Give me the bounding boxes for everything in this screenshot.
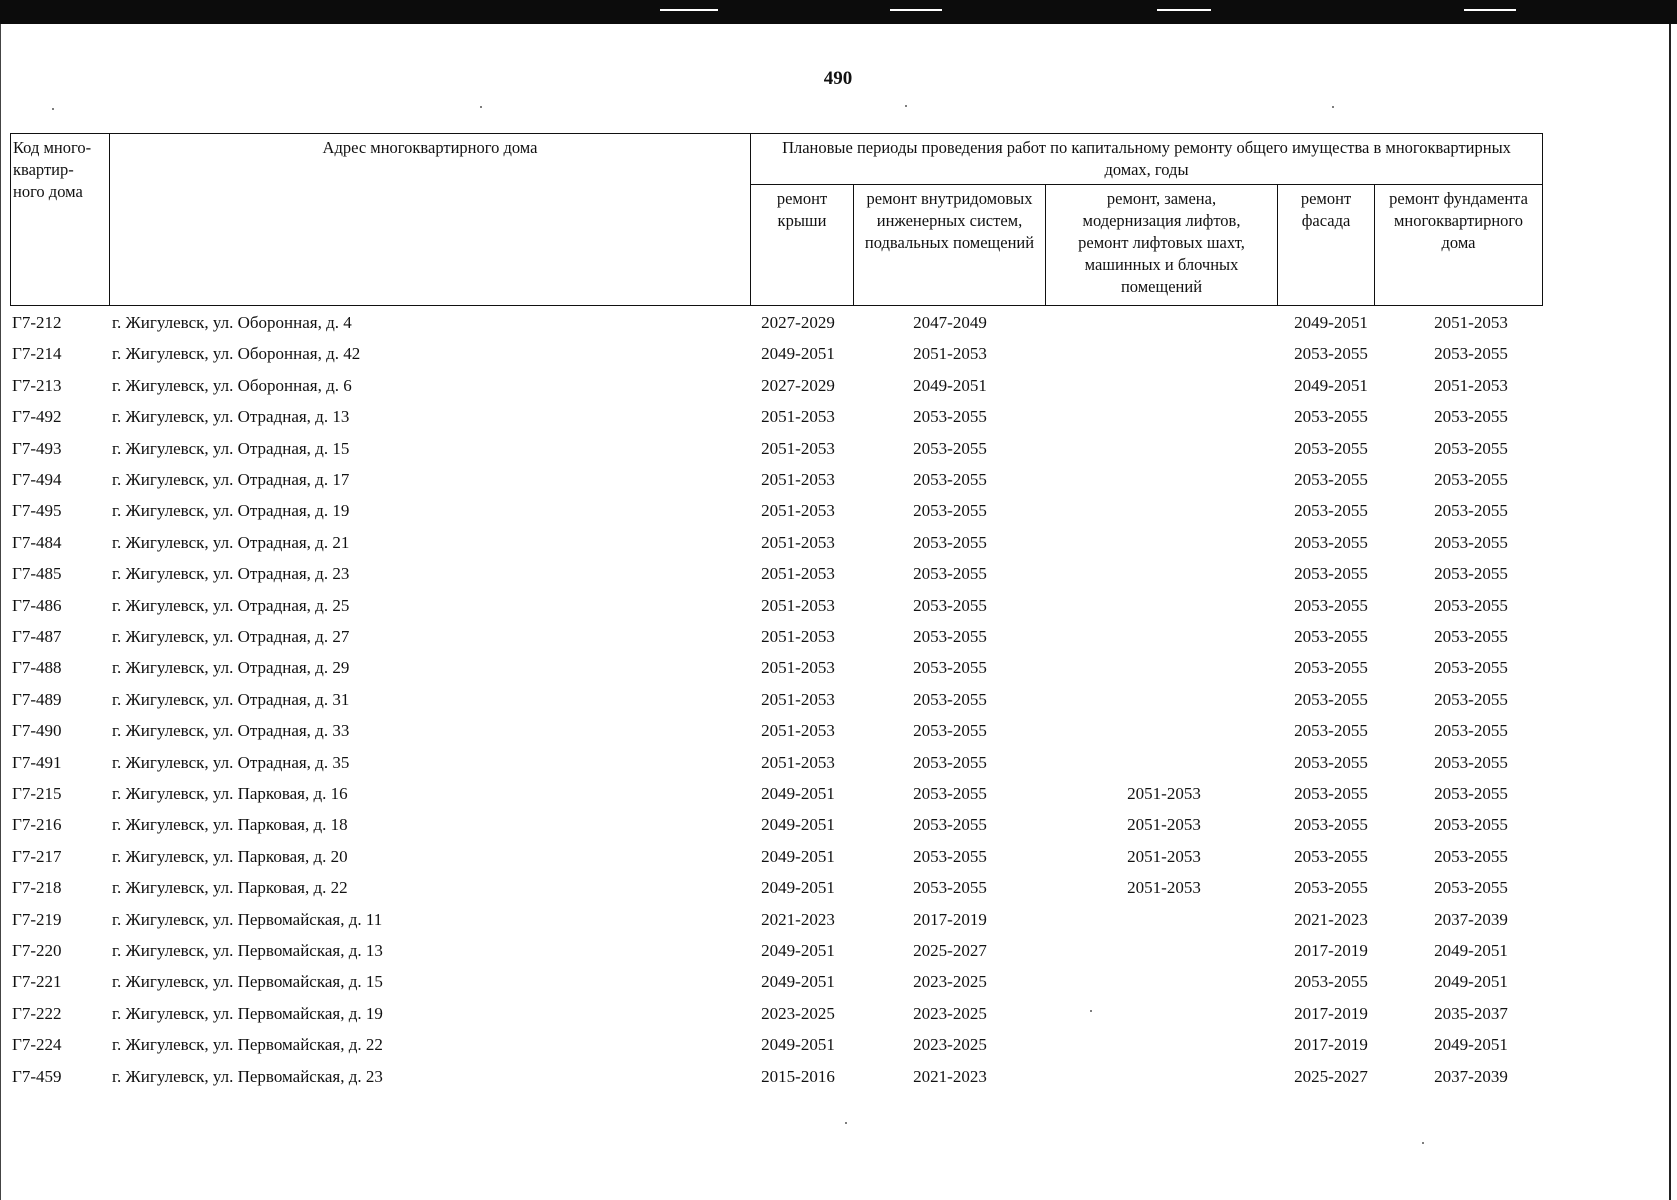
table-row: [12, 684, 1572, 715]
cell-address: г. Жигулевск, ул. Первомайская, д. 22: [112, 1035, 383, 1055]
cell-foundation: 2049-2051: [1434, 1035, 1508, 1055]
header-facade: ремонт фасада: [1277, 184, 1375, 306]
cell-facade: 2025-2027: [1294, 1066, 1368, 1086]
cell-foundation: 2053-2055: [1434, 532, 1508, 552]
cell-systems: 2021-2023: [913, 1066, 987, 1086]
cell-facade: 2017-2019: [1294, 941, 1368, 960]
cell-foundation: 2049-2051: [1434, 941, 1508, 960]
cell-address: г. Жигулевск, ул. Оборонная, д. 6: [112, 375, 352, 395]
cell-address: г. Жигулевск, ул. Отрадная, д. 35: [112, 752, 350, 772]
cell-code: Г7-459: [12, 1066, 62, 1086]
cell-facade: 2053-2055: [1294, 972, 1368, 992]
table-row: [12, 621, 1572, 652]
cell-code: Г7-495: [12, 501, 62, 521]
table-row: [12, 590, 1572, 621]
cell-systems: 2023-2025: [913, 1035, 987, 1055]
cell-code: Г7-484: [12, 532, 62, 552]
cell-facade: 2053-2055: [1294, 878, 1368, 898]
cell-address: г. Жигулевск, ул. Отрадная, д. 25: [112, 595, 350, 615]
cell-foundation: 2053-2055: [1434, 501, 1508, 521]
cell-systems: 2023-2025: [913, 972, 987, 992]
cell-systems: 2053-2055: [913, 501, 987, 521]
cell-facade: 2053-2055: [1294, 438, 1368, 458]
cell-code: Г7-489: [12, 689, 62, 709]
cell-facade: 2053-2055: [1294, 470, 1368, 489]
cell-roof: 2023-2025: [761, 1003, 835, 1023]
cell-foundation: 2053-2055: [1434, 564, 1508, 584]
table-row: [12, 527, 1572, 558]
cell-code: Г7-216: [12, 815, 62, 835]
cell-facade: 2053-2055: [1294, 784, 1368, 803]
table-row: [12, 747, 1572, 778]
cell-systems: 2053-2055: [913, 438, 987, 458]
table-row: [12, 1029, 1572, 1060]
cell-lifts: 2051-2053: [1127, 878, 1201, 898]
scan-speck: [52, 108, 54, 110]
page-number: 490: [823, 68, 853, 89]
cell-systems: 2053-2055: [913, 846, 987, 866]
cell-address: г. Жигулевск, ул. Отрадная, д. 19: [112, 501, 350, 521]
table-row: [12, 1061, 1572, 1092]
header-roof: ремонт крыши: [750, 184, 854, 306]
cell-address: г. Жигулевск, ул. Парковая, д. 22: [112, 878, 348, 898]
cell-code: Г7-487: [12, 627, 62, 646]
table-row: [12, 370, 1572, 401]
cell-roof: 2051-2053: [761, 438, 835, 458]
cell-code: Г7-493: [12, 438, 62, 458]
cell-roof: 2049-2051: [761, 815, 835, 835]
cell-facade: 2053-2055: [1294, 407, 1368, 427]
cell-code: Г7-213: [12, 375, 62, 395]
cell-facade: 2021-2023: [1294, 909, 1368, 929]
cell-roof: 2021-2023: [761, 909, 835, 929]
cell-facade: 2053-2055: [1294, 846, 1368, 866]
cell-address: г. Жигулевск, ул. Отрадная, д. 17: [112, 470, 350, 489]
cell-roof: 2049-2051: [761, 1035, 835, 1055]
table-row: [12, 998, 1572, 1029]
cell-code: Г7-494: [12, 470, 62, 489]
cell-address: г. Жигулевск, ул. Первомайская, д. 23: [112, 1066, 383, 1086]
cell-address: г. Жигулевск, ул. Отрадная, д. 27: [112, 627, 350, 646]
cell-systems: 2053-2055: [913, 470, 987, 489]
cell-code: Г7-488: [12, 658, 62, 678]
cell-lifts: 2051-2053: [1127, 784, 1201, 803]
cell-foundation: 2037-2039: [1434, 1066, 1508, 1086]
cell-code: Г7-490: [12, 721, 62, 741]
cell-code: Г7-220: [12, 941, 62, 960]
cell-roof: 2049-2051: [761, 878, 835, 898]
cell-systems: 2053-2055: [913, 564, 987, 584]
scan-speck: [845, 1122, 847, 1124]
cell-lifts: 2051-2053: [1127, 846, 1201, 866]
cell-foundation: 2053-2055: [1434, 344, 1508, 364]
cell-facade: 2053-2055: [1294, 501, 1368, 521]
scan-speck: [1090, 1010, 1092, 1012]
cell-facade: 2053-2055: [1294, 721, 1368, 741]
cell-code: Г7-218: [12, 878, 62, 898]
cell-address: г. Жигулевск, ул. Парковая, д. 18: [112, 815, 348, 835]
cell-facade: 2053-2055: [1294, 564, 1368, 584]
cell-code: Г7-222: [12, 1003, 62, 1023]
cell-facade: 2049-2051: [1294, 313, 1368, 332]
cell-systems: 2053-2055: [913, 595, 987, 615]
cell-roof: 2051-2053: [761, 658, 835, 678]
cell-roof: 2049-2051: [761, 972, 835, 992]
table-row: [12, 966, 1572, 997]
cell-facade: 2049-2051: [1294, 375, 1368, 395]
table-row: [12, 935, 1572, 966]
table-row: [12, 307, 1572, 338]
cell-foundation: 2053-2055: [1434, 438, 1508, 458]
cell-systems: 2023-2025: [913, 1003, 987, 1023]
cell-address: г. Жигулевск, ул. Оборонная, д. 4: [112, 313, 352, 332]
cell-facade: 2053-2055: [1294, 752, 1368, 772]
cell-foundation: 2053-2055: [1434, 407, 1508, 427]
cell-foundation: 2053-2055: [1434, 721, 1508, 741]
cell-address: г. Жигулевск, ул. Отрадная, д. 15: [112, 438, 350, 458]
cell-roof: 2015-2016: [761, 1066, 835, 1086]
cell-address: г. Жигулевск, ул. Отрадная, д. 33: [112, 721, 350, 741]
cell-code: Г7-212: [12, 313, 62, 332]
cell-address: г. Жигулевск, ул. Отрадная, д. 13: [112, 407, 350, 427]
cell-foundation: 2051-2053: [1434, 375, 1508, 395]
scan-speck: [480, 106, 482, 108]
table-row: [12, 338, 1572, 369]
cell-address: г. Жигулевск, ул. Парковая, д. 20: [112, 846, 348, 866]
cell-address: г. Жигулевск, ул. Отрадная, д. 31: [112, 689, 350, 709]
cell-roof: 2051-2053: [761, 752, 835, 772]
cell-code: Г7-224: [12, 1035, 62, 1055]
cell-roof: 2049-2051: [761, 344, 835, 364]
cell-code: Г7-217: [12, 846, 62, 866]
scan-top-border: [0, 0, 1677, 24]
table-row: [12, 558, 1572, 589]
cell-foundation: 2053-2055: [1434, 815, 1508, 835]
cell-code: Г7-485: [12, 564, 62, 584]
cell-facade: 2017-2019: [1294, 1003, 1368, 1023]
cell-code: Г7-215: [12, 784, 62, 803]
cell-foundation: 2051-2053: [1434, 313, 1508, 332]
scan-speck: [1422, 1142, 1424, 1144]
cell-roof: 2027-2029: [761, 313, 835, 332]
cell-systems: 2051-2053: [913, 344, 987, 364]
cell-roof: 2049-2051: [761, 784, 835, 803]
header-systems: ремонт внутридомовых инженерных систем, подвальных помещений: [853, 184, 1046, 306]
table-row: [12, 872, 1572, 903]
cell-foundation: 2053-2055: [1434, 627, 1508, 646]
cell-facade: 2053-2055: [1294, 815, 1368, 835]
cell-roof: 2049-2051: [761, 846, 835, 866]
cell-address: г. Жигулевск, ул. Первомайская, д. 15: [112, 972, 383, 992]
cell-systems: 2053-2055: [913, 407, 987, 427]
cell-foundation: 2037-2039: [1434, 909, 1508, 929]
cell-address: г. Жигулевск, ул. Отрадная, д. 21: [112, 532, 350, 552]
scan-speck: [1332, 106, 1334, 108]
cell-code: Г7-221: [12, 972, 62, 992]
cell-code: Г7-219: [12, 909, 62, 929]
cell-foundation: 2053-2055: [1434, 784, 1508, 803]
cell-address: г. Жигулевск, ул. Первомайская, д. 11: [112, 909, 383, 929]
cell-systems: 2053-2055: [913, 878, 987, 898]
cell-address: г. Жигулевск, ул. Отрадная, д. 29: [112, 658, 350, 678]
cell-facade: 2053-2055: [1294, 344, 1368, 364]
scan-speck: [905, 105, 907, 107]
cell-systems: 2017-2019: [913, 909, 987, 929]
table-row: [12, 652, 1572, 683]
header-address: Адрес многоквартирного дома: [109, 133, 751, 306]
header-foundation: ремонт фундамента многоквартирного дома: [1374, 184, 1543, 306]
cell-foundation: 2053-2055: [1434, 846, 1508, 866]
cell-facade: 2053-2055: [1294, 689, 1368, 709]
cell-facade: 2053-2055: [1294, 658, 1368, 678]
table-row: [12, 495, 1572, 526]
cell-foundation: 2049-2051: [1434, 972, 1508, 992]
cell-address: г. Жигулевск, ул. Оборонная, д. 42: [112, 344, 361, 364]
cell-roof: 2051-2053: [761, 501, 835, 521]
scan-right-edge: [1669, 24, 1671, 1200]
cell-roof: 2027-2029: [761, 375, 835, 395]
table-row: [12, 841, 1572, 872]
cell-roof: 2051-2053: [761, 470, 835, 489]
cell-systems: 2025-2027: [913, 941, 987, 960]
cell-address: г. Жигулевск, ул. Первомайская, д. 13: [112, 941, 383, 960]
cell-systems: 2053-2055: [913, 689, 987, 709]
cell-roof: 2051-2053: [761, 407, 835, 427]
cell-systems: 2049-2051: [913, 375, 987, 395]
scan-left-edge: [0, 24, 1, 1200]
cell-roof: 2051-2053: [761, 595, 835, 615]
header-code: Код много-квартир-ного дома: [10, 133, 110, 306]
cell-roof: 2051-2053: [761, 564, 835, 584]
cell-address: г. Жигулевск, ул. Парковая, д. 16: [112, 784, 348, 803]
cell-address: г. Жигулевск, ул. Первомайская, д. 19: [112, 1003, 383, 1023]
cell-foundation: 2053-2055: [1434, 658, 1508, 678]
cell-foundation: 2053-2055: [1434, 470, 1508, 489]
cell-facade: 2017-2019: [1294, 1035, 1368, 1055]
cell-facade: 2053-2055: [1294, 595, 1368, 615]
cell-facade: 2053-2055: [1294, 627, 1368, 646]
table-row: [12, 715, 1572, 746]
cell-foundation: 2053-2055: [1434, 595, 1508, 615]
cell-code: Г7-214: [12, 344, 62, 364]
cell-roof: 2049-2051: [761, 941, 835, 960]
cell-lifts: 2051-2053: [1127, 815, 1201, 835]
cell-systems: 2053-2055: [913, 815, 987, 835]
cell-systems: 2053-2055: [913, 721, 987, 741]
cell-foundation: 2053-2055: [1434, 752, 1508, 772]
table-row: [12, 778, 1572, 809]
cell-roof: 2051-2053: [761, 627, 835, 646]
table-row: [12, 401, 1572, 432]
cell-systems: 2053-2055: [913, 784, 987, 803]
cell-systems: 2053-2055: [913, 752, 987, 772]
table-row: [12, 433, 1572, 464]
table-row: [12, 809, 1572, 840]
cell-systems: 2047-2049: [913, 313, 987, 332]
cell-foundation: 2053-2055: [1434, 878, 1508, 898]
cell-facade: 2053-2055: [1294, 532, 1368, 552]
cell-code: Г7-492: [12, 407, 62, 427]
table-row: [12, 464, 1572, 495]
cell-foundation: 2035-2037: [1434, 1003, 1508, 1023]
cell-roof: 2051-2053: [761, 532, 835, 552]
header-lifts: ремонт, замена, модернизация лифтов, ремонт лифтовых шахт, машинных и блочных помещений: [1045, 184, 1278, 306]
cell-systems: 2053-2055: [913, 658, 987, 678]
table-row: [12, 904, 1572, 935]
cell-roof: 2051-2053: [761, 721, 835, 741]
cell-systems: 2053-2055: [913, 627, 987, 646]
cell-code: Г7-491: [12, 752, 62, 772]
cell-address: г. Жигулевск, ул. Отрадная, д. 23: [112, 564, 350, 584]
cell-roof: 2051-2053: [761, 689, 835, 709]
header-periods: Плановые периоды проведения работ по капитальному ремонту общего имущества в многоквартирных домах, годы: [750, 133, 1543, 185]
cell-systems: 2053-2055: [913, 532, 987, 552]
cell-code: Г7-486: [12, 595, 62, 615]
cell-foundation: 2053-2055: [1434, 689, 1508, 709]
